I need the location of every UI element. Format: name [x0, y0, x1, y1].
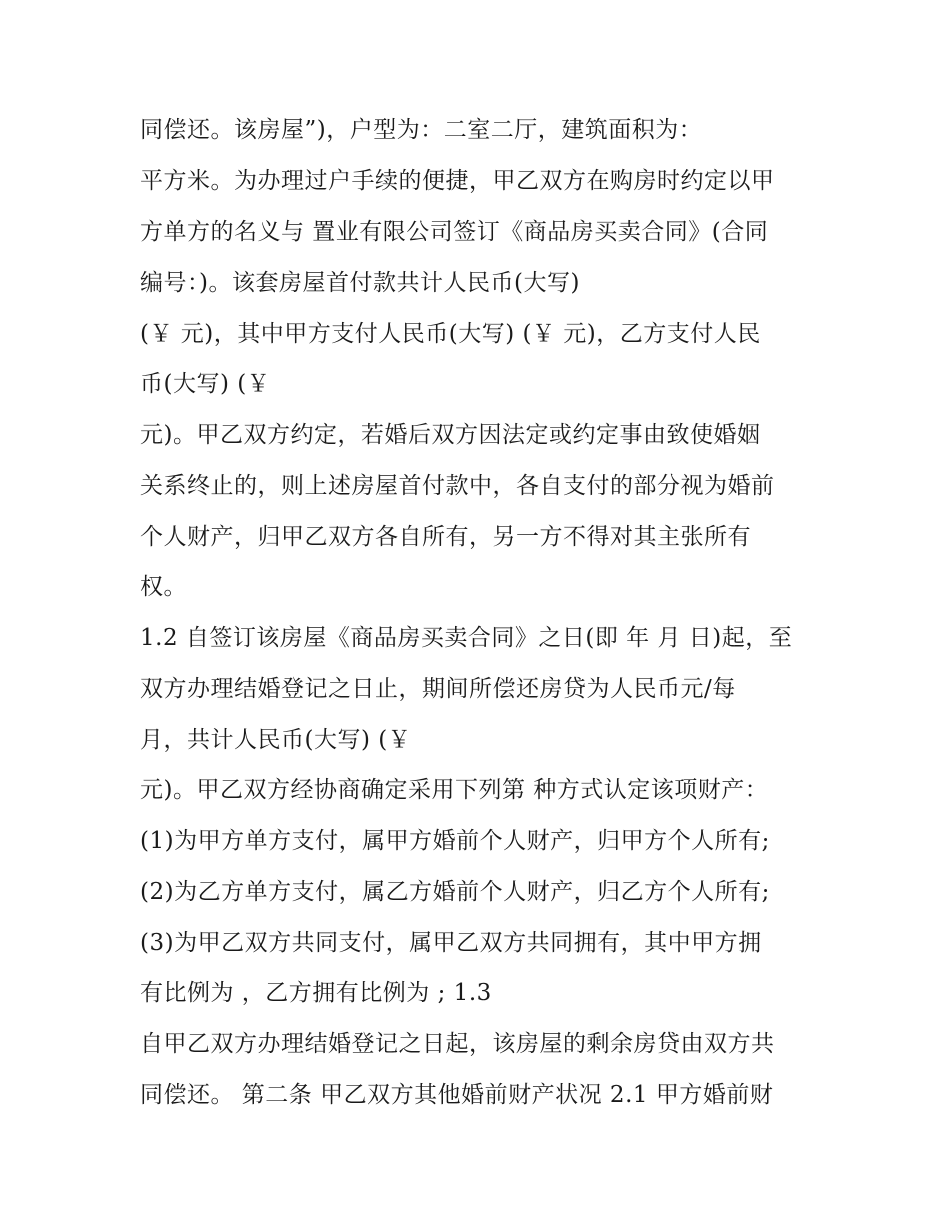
text-line: 元)。甲乙双方经协商确定采用下列第 种方式认定该项财产： — [140, 777, 769, 803]
text-line: (1)为甲方单方支付，属甲方婚前个人财产，归甲方个人所有; — [140, 828, 770, 854]
text-line: 权。 — [140, 574, 187, 600]
text-line: 方单方的名义与 置业有限公司签订《商品房买卖合同》(合同 — [140, 219, 769, 245]
text-line: 自甲乙双方办理结婚登记之日起，该房屋的剩余房贷由双方共 — [140, 1031, 775, 1057]
text-line: 同偿还。 第二条 甲乙双方其他婚前财产状况 2.1 甲方婚前财 — [140, 1082, 774, 1108]
text-line: 关系终止的，则上述房屋首付款中，各自支付的部分视为婚前 — [140, 473, 775, 499]
text-line: 平方米。为办理过户手续的便捷，甲乙双方在购房时约定以甲 — [140, 168, 775, 194]
text-line: (3)为甲乙双方共同支付，属甲乙双方共同拥有，其中甲方拥 — [140, 930, 762, 956]
text-line: 币(大写) (￥ — [140, 371, 271, 397]
text-line: 同偿还。该房屋”)，户型为：二室二厅，建筑面积为： — [140, 117, 703, 143]
text-line: 编号：)。该套房屋首付款共计人民币(大写) — [140, 270, 580, 296]
text-line: 月，共计人民币(大写) (￥ — [140, 727, 412, 753]
text-line: (2)为乙方单方支付，属乙方婚前个人财产，归乙方个人所有; — [140, 879, 770, 905]
text-line: 元)。甲乙双方约定，若婚后双方因法定或约定事由致使婚姻 — [140, 422, 761, 448]
text-line: (￥ 元)，其中甲方支付人民币(大写) (￥ 元)，乙方支付人民 — [140, 321, 761, 347]
text-line: 1.2 自签订该房屋《商品房买卖合同》之日(即 年 月 日)起，至 — [140, 625, 793, 651]
text-line: 有比例为 ，乙方拥有比例为 ; 1.3 — [140, 980, 492, 1006]
text-line: 双方办理结婚登记之日止，期间所偿还房贷为人民币元/每 — [140, 676, 736, 702]
text-line: 个人财产，归甲乙双方各自所有，另一方不得对其主张所有 — [140, 524, 751, 550]
